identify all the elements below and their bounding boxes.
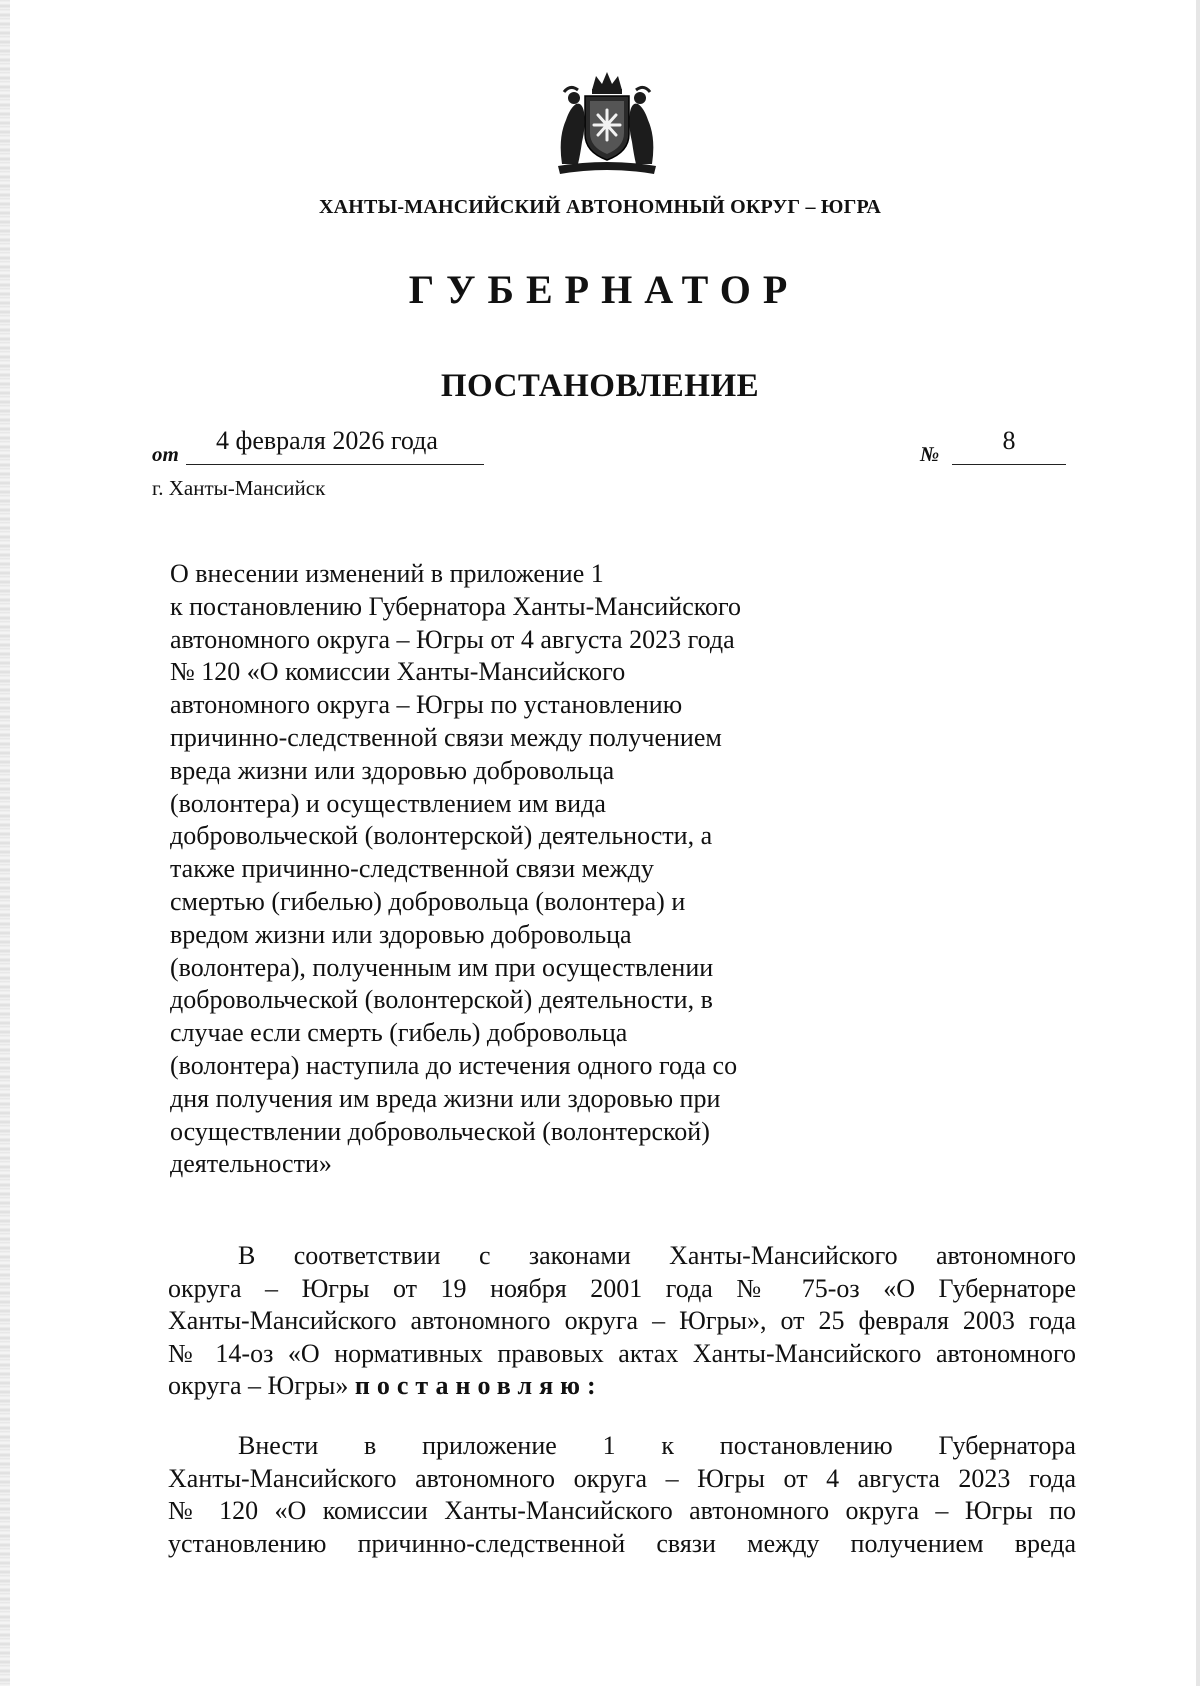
body-line: № 120 «О комиссии Ханты-Мансийского автономного округа – Югры по <box>168 1496 1076 1525</box>
title-line: (волонтера) наступила до истечения одного года со <box>170 1050 738 1080</box>
date-field <box>186 428 484 465</box>
body-word: 1 <box>602 1431 616 1460</box>
from-label: от <box>152 442 179 466</box>
body-word: к <box>661 1431 674 1460</box>
title-line: О внесении изменений в приложение 1 <box>170 559 604 588</box>
body-word: в <box>364 1431 377 1460</box>
title-line: случае если смерть (гибель) добровольца <box>170 1018 628 1048</box>
title-line: смертью (гибелью) добровольца (волонтера) и <box>170 886 686 916</box>
title-line: осуществлении добровольческой (волонтерской) <box>170 1116 710 1146</box>
date-number-row <box>152 428 1072 468</box>
body-line: Ханты-Мансийского автономного округа – Югры от 4 августа 2023 года <box>168 1463 1076 1493</box>
title-line: деятельности» <box>170 1149 332 1179</box>
operative-paragraph <box>168 1430 1076 1560</box>
body-word: Губернатора <box>938 1431 1076 1460</box>
coat-of-arms-icon <box>554 68 660 176</box>
number-field <box>952 428 1066 465</box>
title-line: причинно-следственной связи между получением <box>170 722 722 752</box>
body-line: округа – Югры от 19 ноября 2001 года № 75-оз «О Губернаторе <box>168 1273 1076 1303</box>
title-line: автономного округа – Югры от 4 августа 2023 года <box>170 624 735 654</box>
scan-edge-right <box>1196 0 1200 1686</box>
body-word: Внести <box>238 1431 319 1460</box>
body-word: приложение <box>422 1431 557 1460</box>
title-line: № 120 «О комиссии Ханты-Мансийского <box>170 657 626 687</box>
body-line: Ханты-Мансийского автономного округа – Югры», от 25 февраля 2003 года <box>168 1306 1076 1335</box>
body-line <box>168 1370 1076 1403</box>
document-number: 8 <box>1002 426 1016 455</box>
region-name: ХАНТЫ-МАНСИЙСКИЙ АВТОНОМНЫЙ ОКРУГ – ЮГРА <box>319 196 881 218</box>
document-type: ПОСТАНОВЛЕНИЕ <box>440 368 760 404</box>
title-line: дня получения им вреда жизни или здоровью при <box>170 1083 721 1113</box>
title-line: также причинно-следственной связи между <box>170 854 654 884</box>
body-line <box>168 1430 1076 1463</box>
authority-title: ГУБЕРНАТОР <box>408 267 800 312</box>
title-line: (волонтера), полученным им при осуществлении <box>170 952 714 982</box>
number-label: № <box>920 442 940 466</box>
title-line: добровольческой (волонтерской) деятельности, в <box>170 985 713 1015</box>
title-line: добровольческой (волонтерской) деятельности, а <box>170 821 713 851</box>
title-line: вреда жизни или здоровью добровольца <box>170 755 615 785</box>
body-line: установлению причинно-следственной связи между получением вреда <box>168 1528 1076 1558</box>
title-line: вредом жизни или здоровью добровольца <box>170 919 632 949</box>
body-line-text: округа – Югры» <box>168 1371 349 1400</box>
document-date: 4 февраля 2026 года <box>216 426 438 455</box>
body-word: постановлению <box>719 1431 893 1460</box>
title-line: автономного округа – Югры по установлению <box>170 690 683 720</box>
document-title <box>170 558 810 1181</box>
city-name: г. Ханты-Мансийск <box>152 476 326 500</box>
body-line: № 14-оз «О нормативных правовых актах Ханты-Мансийского автономного <box>168 1338 1076 1368</box>
scan-edge-left <box>0 0 10 1686</box>
body-line: В соответствии с законами Ханты-Мансийского автономного <box>238 1241 1076 1270</box>
title-line: (волонтера) и осуществлением им вида <box>170 788 606 818</box>
resolution-keyword: постановляю: <box>354 1371 603 1400</box>
coat-of-arms-emblem <box>554 68 660 176</box>
preamble-paragraph <box>168 1240 1076 1403</box>
title-line: к постановлению Губернатора Ханты-Мансийского <box>170 591 742 621</box>
